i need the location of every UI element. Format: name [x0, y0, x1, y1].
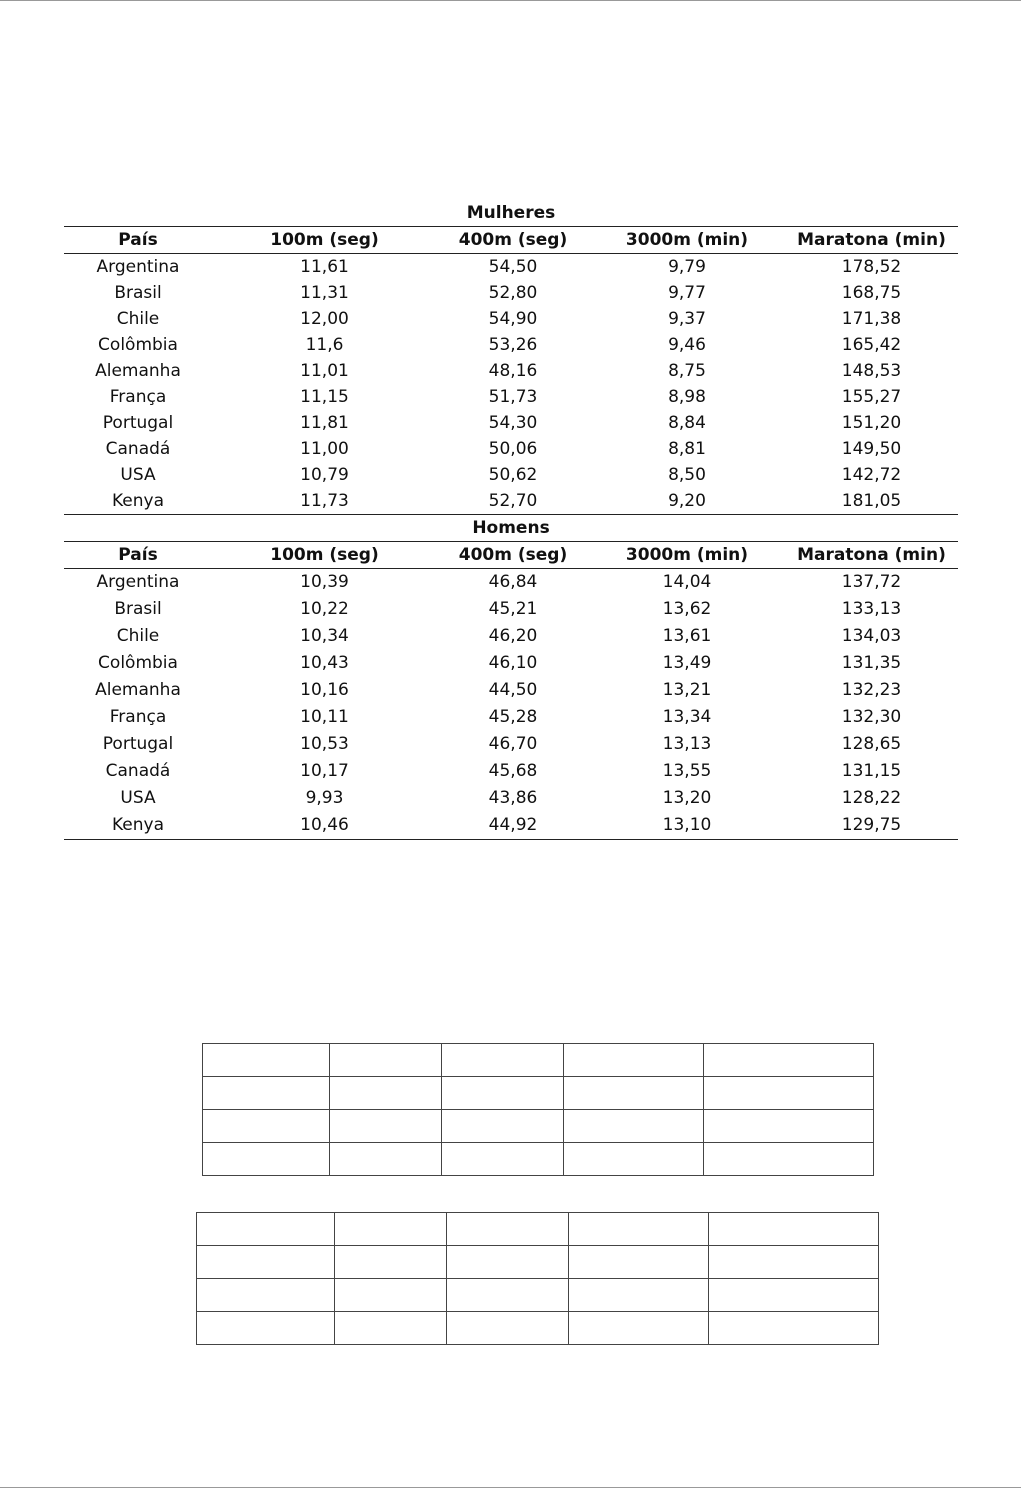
value-cell: 54,90: [488, 309, 538, 329]
table-row: [64, 280, 958, 306]
value-cell: 10,39: [300, 572, 349, 592]
empty-cell: [564, 1077, 704, 1110]
table-row: [64, 758, 958, 785]
blank-answer-grid-1: [202, 1043, 874, 1176]
empty-cell: [197, 1246, 335, 1279]
value-cell: 11,6: [305, 335, 344, 355]
value-cell: 13,21: [662, 680, 712, 700]
country-cell: USA: [120, 465, 156, 485]
table-row: [64, 488, 958, 515]
table-row: [64, 462, 958, 488]
country-cell: Kenya: [64, 812, 212, 840]
value-cell: 171,38: [841, 309, 902, 329]
homens-col-header: Maratona (min): [785, 542, 958, 569]
value-cell: 155,27: [841, 387, 902, 407]
value-cell: 168,75: [841, 283, 902, 303]
value-cell: 54,30: [488, 413, 538, 433]
country-cell: França: [109, 387, 167, 407]
value-cell: 44,50: [488, 680, 538, 700]
value-cell: 10,43: [300, 653, 349, 673]
value-cell: 10,22: [300, 599, 349, 619]
value-cell: 165,42: [841, 335, 902, 355]
table-row: [64, 332, 958, 358]
empty-cell: [203, 1143, 330, 1176]
table-row: [64, 306, 958, 332]
value-cell: 149,50: [841, 439, 902, 459]
table-row: [64, 596, 958, 623]
empty-cell: [447, 1246, 569, 1279]
value-cell: 129,75: [785, 812, 958, 840]
value-cell: 181,05: [785, 488, 958, 515]
value-cell: 51,73: [488, 387, 538, 407]
empty-cell: [197, 1312, 335, 1345]
value-cell: 133,13: [841, 599, 902, 619]
empty-cell: [330, 1110, 442, 1143]
value-cell: 10,46: [212, 812, 437, 840]
table-row: [64, 812, 958, 840]
table-row: [64, 731, 958, 758]
value-cell: 131,35: [841, 653, 902, 673]
value-cell: 46,84: [488, 572, 538, 592]
empty-cell: [442, 1044, 564, 1077]
empty-cell: [442, 1143, 564, 1176]
value-cell: 10,79: [300, 465, 349, 485]
empty-cell: [330, 1077, 442, 1110]
value-cell: 137,72: [841, 572, 902, 592]
homens-body: [64, 569, 958, 840]
country-cell: Kenya: [64, 488, 212, 515]
country-cell: Alemanha: [95, 680, 181, 700]
homens-col-header: 400m (seg): [437, 542, 589, 569]
value-cell: 132,23: [841, 680, 902, 700]
table-row: [64, 623, 958, 650]
grid-row: [197, 1213, 879, 1246]
grid-row: [197, 1312, 879, 1345]
country-cell: Portugal: [102, 413, 174, 433]
country-cell: USA: [120, 788, 156, 808]
empty-cell: [335, 1312, 447, 1345]
bottom-rule: [0, 1487, 1021, 1488]
value-cell: 148,53: [841, 361, 902, 381]
value-cell: 13,13: [662, 734, 712, 754]
empty-cell: [709, 1213, 879, 1246]
value-cell: 8,84: [668, 413, 706, 433]
value-cell: 9,20: [589, 488, 785, 515]
grid-row: [203, 1110, 874, 1143]
country-cell: Canadá: [105, 439, 171, 459]
empty-cell: [330, 1044, 442, 1077]
empty-cell: [569, 1213, 709, 1246]
empty-cell: [704, 1143, 874, 1176]
table-row: [64, 436, 958, 462]
country-cell: Chile: [116, 309, 160, 329]
mulheres-body: [64, 254, 958, 515]
value-cell: 13,20: [662, 788, 712, 808]
table-row: [64, 384, 958, 410]
value-cell: 54,50: [488, 257, 538, 277]
value-cell: 11,81: [300, 413, 349, 433]
empty-cell: [704, 1110, 874, 1143]
empty-cell: [335, 1246, 447, 1279]
mulheres-title: Mulheres: [64, 200, 958, 227]
value-cell: 10,11: [300, 707, 349, 727]
value-cell: 128,22: [841, 788, 902, 808]
homens-col-header: País: [64, 542, 212, 569]
country-cell: Argentina: [96, 257, 180, 277]
country-cell: França: [109, 707, 167, 727]
value-cell: 46,10: [488, 653, 538, 673]
value-cell: 10,34: [300, 626, 349, 646]
empty-cell: [197, 1279, 335, 1312]
table-row: [64, 677, 958, 704]
grid-row: [197, 1246, 879, 1279]
mulheres-col-header: Maratona (min): [785, 227, 958, 254]
empty-cell: [447, 1279, 569, 1312]
value-cell: 11,15: [300, 387, 349, 407]
homens-col-header: 100m (seg): [212, 542, 437, 569]
value-cell: 48,16: [488, 361, 538, 381]
mulheres-col-header: País: [64, 227, 212, 254]
value-cell: 10,53: [300, 734, 349, 754]
value-cell: 13,55: [662, 761, 712, 781]
empty-cell: [203, 1044, 330, 1077]
value-cell: 128,65: [841, 734, 902, 754]
value-cell: 52,70: [437, 488, 589, 515]
table-row: [64, 254, 958, 281]
country-cell: Brasil: [114, 599, 162, 619]
value-cell: 50,62: [488, 465, 538, 485]
value-cell: 45,68: [488, 761, 538, 781]
value-cell: 12,00: [300, 309, 349, 329]
value-cell: 9,46: [668, 335, 706, 355]
empty-cell: [442, 1110, 564, 1143]
value-cell: 11,01: [300, 361, 349, 381]
athletics-records-table: [64, 200, 958, 840]
value-cell: 46,70: [488, 734, 538, 754]
value-cell: 11,31: [300, 283, 349, 303]
empty-cell: [564, 1044, 704, 1077]
value-cell: 9,79: [668, 257, 706, 277]
mulheres-col-header: 100m (seg): [212, 227, 437, 254]
empty-cell: [709, 1312, 879, 1345]
value-cell: 50,06: [488, 439, 538, 459]
mulheres-header-row: [64, 227, 958, 254]
value-cell: 46,20: [488, 626, 538, 646]
empty-cell: [564, 1143, 704, 1176]
value-cell: 14,04: [662, 572, 712, 592]
value-cell: 134,03: [841, 626, 902, 646]
country-cell: Brasil: [114, 283, 162, 303]
empty-cell: [335, 1279, 447, 1312]
value-cell: 53,26: [488, 335, 538, 355]
homens-title: Homens: [64, 515, 958, 542]
empty-cell: [704, 1077, 874, 1110]
homens-col-header: 3000m (min): [589, 542, 785, 569]
country-cell: Alemanha: [95, 361, 181, 381]
value-cell: 9,93: [305, 788, 344, 808]
empty-cell: [564, 1110, 704, 1143]
empty-cell: [330, 1143, 442, 1176]
country-cell: Portugal: [102, 734, 174, 754]
grid-row: [203, 1143, 874, 1176]
table-row: [64, 650, 958, 677]
empty-cell: [709, 1279, 879, 1312]
value-cell: 132,30: [841, 707, 902, 727]
value-cell: 151,20: [841, 413, 902, 433]
value-cell: 10,16: [300, 680, 349, 700]
empty-cell: [203, 1077, 330, 1110]
value-cell: 11,61: [300, 257, 349, 277]
mulheres-col-header: 3000m (min): [589, 227, 785, 254]
value-cell: 44,92: [437, 812, 589, 840]
value-cell: 43,86: [488, 788, 538, 808]
value-cell: 13,34: [662, 707, 712, 727]
country-cell: Colômbia: [98, 653, 178, 673]
value-cell: 10,17: [300, 761, 349, 781]
top-rule: [0, 0, 1021, 1]
value-cell: 8,81: [668, 439, 706, 459]
homens-section: [64, 515, 958, 569]
value-cell: 9,37: [668, 309, 706, 329]
value-cell: 11,00: [300, 439, 349, 459]
empty-cell: [709, 1246, 879, 1279]
value-cell: 13,61: [662, 626, 712, 646]
table-row: [64, 569, 958, 597]
value-cell: 45,28: [488, 707, 538, 727]
empty-cell: [335, 1213, 447, 1246]
country-cell: Canadá: [105, 761, 171, 781]
empty-cell: [203, 1110, 330, 1143]
table-row: [64, 358, 958, 384]
empty-cell: [442, 1077, 564, 1110]
value-cell: 13,10: [589, 812, 785, 840]
country-cell: Argentina: [96, 572, 180, 592]
grid-row: [203, 1077, 874, 1110]
mulheres-col-header: 400m (seg): [437, 227, 589, 254]
table-row: [64, 410, 958, 436]
country-cell: Colômbia: [98, 335, 178, 355]
empty-cell: [704, 1044, 874, 1077]
value-cell: 13,62: [662, 599, 712, 619]
table-row: [64, 785, 958, 812]
value-cell: 8,50: [668, 465, 706, 485]
mulheres-section: [64, 200, 958, 254]
value-cell: 11,73: [212, 488, 437, 515]
empty-cell: [569, 1246, 709, 1279]
grid-row: [203, 1044, 874, 1077]
empty-cell: [197, 1213, 335, 1246]
value-cell: 9,77: [668, 283, 706, 303]
value-cell: 178,52: [841, 257, 902, 277]
value-cell: 8,98: [668, 387, 706, 407]
value-cell: 52,80: [488, 283, 538, 303]
value-cell: 8,75: [668, 361, 706, 381]
value-cell: 142,72: [841, 465, 902, 485]
blank-answer-grid-2: [196, 1212, 879, 1345]
value-cell: 131,15: [841, 761, 902, 781]
empty-cell: [447, 1312, 569, 1345]
empty-cell: [569, 1312, 709, 1345]
empty-cell: [569, 1279, 709, 1312]
grid-row: [197, 1279, 879, 1312]
country-cell: Chile: [116, 626, 160, 646]
value-cell: 45,21: [488, 599, 538, 619]
empty-cell: [447, 1213, 569, 1246]
table-row: [64, 704, 958, 731]
value-cell: 13,49: [662, 653, 712, 673]
homens-header-row: [64, 542, 958, 569]
